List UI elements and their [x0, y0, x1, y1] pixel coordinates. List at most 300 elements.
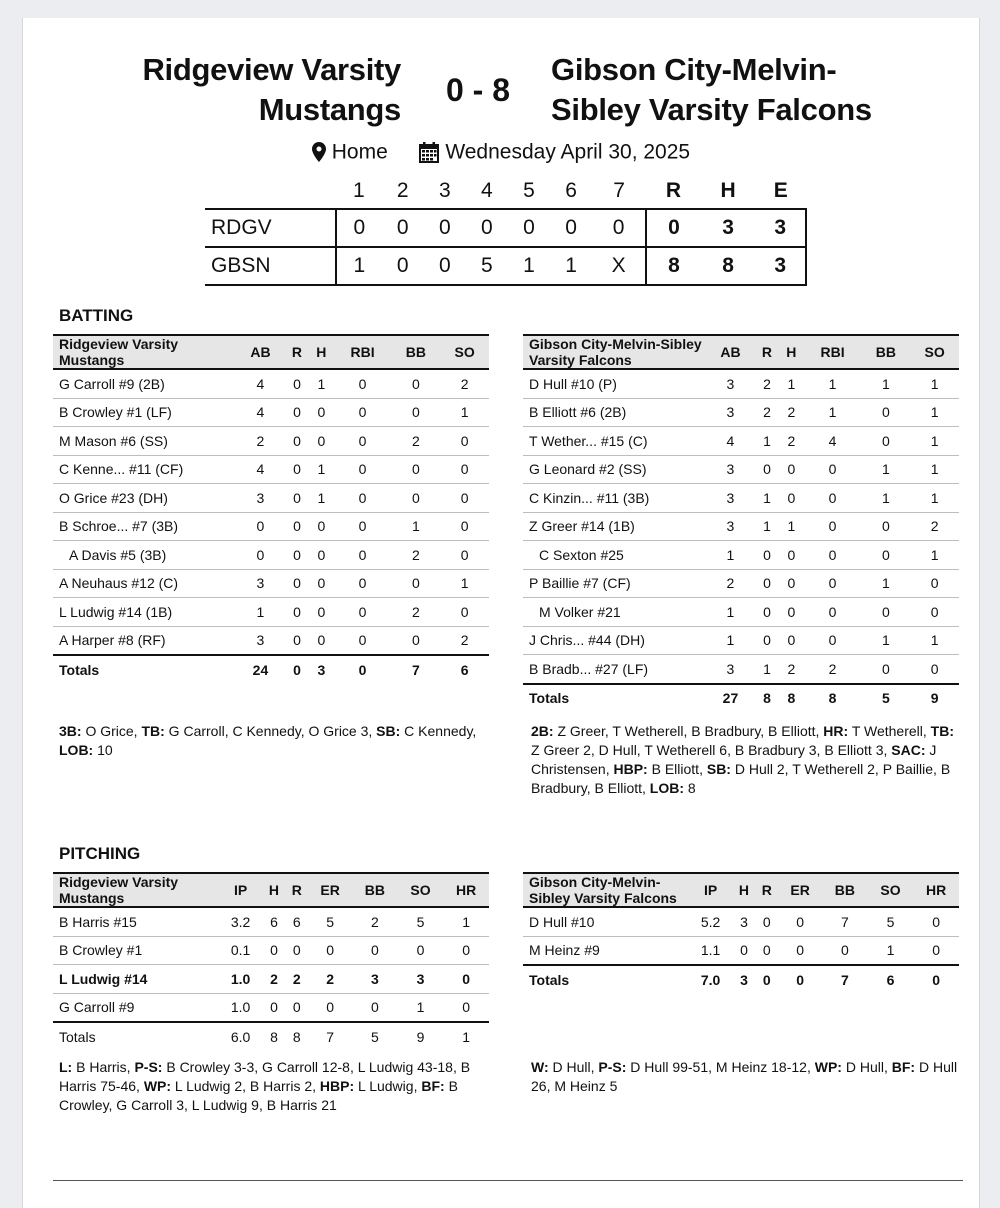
note-text: 10: [93, 742, 113, 758]
stat-cell: 0: [862, 512, 911, 541]
player-name: C Kenne... #11 (CF): [53, 455, 236, 484]
stat-column-header: SO: [910, 335, 959, 369]
note-label: WP:: [143, 1078, 172, 1094]
note-label: HR:: [823, 723, 849, 739]
totals-cell: 8: [779, 684, 803, 713]
table-row: [523, 541, 959, 570]
stat-cell: 0: [308, 993, 352, 1022]
stat-cell: 1: [910, 455, 959, 484]
table-row: [53, 626, 489, 655]
stat-column-header: H: [779, 335, 803, 369]
stat-cell: 3: [706, 484, 755, 513]
stat-cell: 0: [334, 484, 392, 513]
stat-cell: 0: [352, 993, 398, 1022]
table-row: [523, 936, 959, 965]
stat-cell: 0: [440, 598, 489, 627]
game-location: Home: [331, 140, 388, 164]
table-row: [53, 965, 489, 994]
stat-cell: 1: [910, 369, 959, 398]
totals-label: Totals: [53, 1022, 219, 1051]
stat-cell: 3: [706, 455, 755, 484]
inning-header: 3: [438, 179, 451, 202]
stat-cell: 1: [862, 484, 911, 513]
home-pitching-notes: [531, 1058, 961, 1096]
table-row: [523, 398, 959, 427]
stat-cell: 0: [804, 484, 862, 513]
note-text: Z Greer, T Wetherell, B Bradbury, B Elliott,: [553, 723, 824, 739]
inning-score: 0: [592, 209, 646, 247]
stat-cell: 0: [443, 965, 489, 994]
away-pitching-table: [53, 872, 489, 1051]
home-team-line-1: Gibson City-Melvin-: [551, 52, 837, 87]
totals-cell: 24: [236, 655, 285, 684]
totals-cell: 27: [706, 684, 755, 713]
stat-cell: 0: [285, 936, 308, 965]
stat-cell: 3: [706, 369, 755, 398]
note-label: TB:: [141, 723, 165, 739]
totals-cell: 7: [308, 1022, 352, 1051]
stat-cell: 0: [755, 541, 779, 570]
note-text: Z Greer 2, D Hull, T Wetherell 6, B Bradbury 3, B Elliott 3,: [531, 742, 892, 758]
stat-cell: 1: [755, 427, 779, 456]
stat-column-header: BB: [392, 335, 441, 369]
inning-score: 1: [550, 247, 592, 285]
table-row: [53, 398, 489, 427]
stat-cell: 0: [308, 936, 352, 965]
stat-cell: 0: [309, 512, 333, 541]
batting-title: BATTING: [59, 306, 134, 325]
inning-score: 0: [424, 247, 466, 285]
stat-cell: 0: [309, 427, 333, 456]
stat-cell: 2: [440, 626, 489, 655]
player-name: G Carroll #9: [53, 993, 219, 1022]
stat-column-header: BB: [352, 873, 398, 907]
stat-cell: 0: [779, 598, 803, 627]
table-row: [53, 569, 489, 598]
stat-cell: 1: [862, 455, 911, 484]
stat-cell: 2: [308, 965, 352, 994]
stat-cell: 1: [309, 484, 333, 513]
stat-cell: 1: [706, 598, 755, 627]
away-team-line-2: Mustangs: [258, 92, 401, 127]
stat-column-header: AB: [236, 335, 285, 369]
stat-column-header: H: [309, 335, 333, 369]
stat-cell: 1: [910, 427, 959, 456]
inning-header: 2: [396, 179, 409, 202]
divider: [53, 1180, 963, 1181]
stat-cell: 1: [779, 369, 803, 398]
inning-header: 5: [523, 179, 535, 202]
totals-cell: 6: [440, 655, 489, 684]
table-header-row: [523, 873, 959, 907]
stat-cell: 1: [862, 569, 911, 598]
note-label: TB:: [930, 723, 954, 739]
stat-cell: 0: [804, 512, 862, 541]
stat-cell: 0: [285, 993, 308, 1022]
stat-cell: 0.1: [219, 936, 263, 965]
player-name: C Sexton #25: [523, 541, 706, 570]
inning-score: 0: [466, 209, 508, 247]
stat-cell: 1: [236, 598, 285, 627]
note-label: W:: [531, 1059, 549, 1075]
stat-cell: 0: [334, 398, 392, 427]
stat-cell: 0: [309, 598, 333, 627]
table-row: [53, 484, 489, 513]
hits-header: H: [720, 179, 736, 202]
hits-value: 8: [701, 247, 756, 285]
stat-cell: 0: [755, 455, 779, 484]
table-row: [53, 427, 489, 456]
note-text: D Hull 26, M Heinz 5: [531, 1059, 958, 1094]
note-text: B Elliott,: [647, 761, 707, 777]
note-label: SB:: [376, 723, 401, 739]
player-name: D Hull #10 (P): [523, 369, 706, 398]
table-row: [523, 427, 959, 456]
stat-cell: 2: [236, 427, 285, 456]
totals-cell: 0: [755, 965, 778, 994]
totals-cell: 7: [822, 965, 868, 994]
stat-cell: 0: [804, 541, 862, 570]
table-row: [53, 369, 489, 398]
note-text: 8: [684, 780, 696, 796]
stat-cell: 0: [392, 369, 441, 398]
stat-column-header: R: [755, 335, 779, 369]
table-row: [523, 484, 959, 513]
player-name: M Volker #21: [523, 598, 706, 627]
stat-cell: 1: [868, 936, 914, 965]
player-name: C Kinzin... #11 (3B): [523, 484, 706, 513]
stat-cell: 0: [285, 569, 309, 598]
player-name: B Crowley #1: [53, 936, 219, 965]
stat-cell: 6: [263, 907, 286, 936]
stat-cell: 1: [779, 512, 803, 541]
stat-cell: 3: [706, 512, 755, 541]
stat-cell: 1: [440, 398, 489, 427]
table-row: [523, 569, 959, 598]
stat-column-header: SO: [440, 335, 489, 369]
stat-cell: 0: [443, 993, 489, 1022]
table-row: [523, 626, 959, 655]
totals-cell: 8: [755, 684, 779, 713]
table-header-row: [53, 873, 489, 907]
player-name: B Elliott #6 (2B): [523, 398, 706, 427]
stat-cell: 1: [910, 626, 959, 655]
stat-cell: 5: [868, 907, 914, 936]
stat-cell: 1: [910, 484, 959, 513]
stat-column-header: RBI: [804, 335, 862, 369]
stat-cell: 0: [440, 541, 489, 570]
stat-cell: 0: [285, 484, 309, 513]
stat-cell: 1: [443, 907, 489, 936]
stat-cell: 5.2: [689, 907, 733, 936]
stat-cell: 0: [285, 541, 309, 570]
note-label: 2B:: [531, 723, 554, 739]
note-label: SB:: [706, 761, 731, 777]
totals-cell: 0: [778, 965, 822, 994]
table-row: [53, 541, 489, 570]
inning-score: 0: [336, 209, 382, 247]
stat-cell: 4: [706, 427, 755, 456]
stat-cell: 3: [236, 484, 285, 513]
stat-cell: 0: [285, 455, 309, 484]
stat-column-header: R: [285, 335, 309, 369]
inning-score: 1: [336, 247, 382, 285]
stat-cell: 0: [862, 598, 911, 627]
stat-cell: 1: [309, 369, 333, 398]
runs-header: R: [665, 179, 682, 202]
stat-cell: 2: [263, 965, 286, 994]
totals-cell: 1: [443, 1022, 489, 1051]
inning-score: 5: [466, 247, 508, 285]
totals-label: Totals: [53, 655, 236, 684]
stat-cell: 1: [910, 398, 959, 427]
stat-cell: 3: [706, 655, 755, 684]
stat-cell: 3: [706, 398, 755, 427]
player-name: D Hull #10: [523, 907, 689, 936]
stat-cell: 0: [309, 398, 333, 427]
errors-value: 3: [755, 209, 806, 247]
stat-cell: 1.0: [219, 993, 263, 1022]
away-batting-table: [53, 334, 489, 684]
totals-cell: 9: [398, 1022, 444, 1051]
totals-cell: 6: [868, 965, 914, 994]
player-name: M Mason #6 (SS): [53, 427, 236, 456]
inning-score: 0: [382, 209, 424, 247]
stat-cell: 0: [778, 907, 822, 936]
player-name: A Neuhaus #12 (C): [53, 569, 236, 598]
stat-cell: 5: [308, 907, 352, 936]
note-text: B Crowley, G Carroll 3, L Ludwig 9, B Harris 21: [59, 1078, 458, 1113]
player-name: O Grice #23 (DH): [53, 484, 236, 513]
stat-cell: 0: [779, 484, 803, 513]
stat-cell: 1.1: [689, 936, 733, 965]
totals-label: Totals: [523, 965, 689, 994]
stat-cell: 1: [910, 541, 959, 570]
stat-cell: 0: [440, 484, 489, 513]
home-batting-table: [523, 334, 959, 712]
player-name: B Schroe... #7 (3B): [53, 512, 236, 541]
stat-cell: 0: [334, 598, 392, 627]
errors-value: 3: [755, 247, 806, 285]
stat-cell: 1: [862, 626, 911, 655]
totals-row: [523, 684, 959, 713]
totals-label: Totals: [523, 684, 706, 713]
stat-cell: 0: [309, 626, 333, 655]
stat-column-header: RBI: [334, 335, 392, 369]
stat-cell: 0: [285, 369, 309, 398]
note-text: B Harris,: [72, 1059, 135, 1075]
stat-cell: 2: [392, 427, 441, 456]
table-row: [523, 369, 959, 398]
linescore-row-away: [205, 209, 806, 247]
home-team-name: [551, 50, 872, 130]
totals-row: [53, 655, 489, 684]
inning-score: 0: [382, 247, 424, 285]
note-label: 3B:: [59, 723, 82, 739]
stat-column-header: SO: [868, 873, 914, 907]
totals-row: [53, 1022, 489, 1051]
runs-value: 0: [646, 209, 701, 247]
totals-cell: 0: [334, 655, 392, 684]
totals-cell: 0: [913, 965, 959, 994]
stat-cell: 0: [236, 541, 285, 570]
stat-cell: 4: [804, 427, 862, 456]
stat-cell: 0: [440, 427, 489, 456]
stat-column-header: H: [263, 873, 286, 907]
away-pitching-notes: [59, 1058, 489, 1115]
stat-cell: 0: [352, 936, 398, 965]
stat-cell: 0: [804, 455, 862, 484]
stat-cell: 2: [779, 398, 803, 427]
team-column-header: Gibson City-Melvin-Sibley Varsity Falcons: [523, 873, 689, 907]
stat-cell: 3.2: [219, 907, 263, 936]
note-label: HBP:: [319, 1078, 355, 1094]
stat-cell: 2: [440, 369, 489, 398]
stat-cell: 0: [334, 569, 392, 598]
stat-cell: 0: [334, 512, 392, 541]
stat-column-header: ER: [308, 873, 352, 907]
game-meta: [23, 140, 979, 164]
player-name: G Carroll #9 (2B): [53, 369, 236, 398]
inning-score: 0: [508, 209, 550, 247]
stat-cell: 0: [392, 569, 441, 598]
game-date: Wednesday April 30, 2025: [445, 140, 691, 164]
note-text: D Hull 99-51, M Heinz 18-12,: [626, 1059, 815, 1075]
note-label: BF:: [421, 1078, 445, 1094]
stat-cell: 0: [334, 626, 392, 655]
note-label: WP:: [814, 1059, 842, 1075]
inning-score: X: [592, 247, 646, 285]
game-header: [23, 50, 979, 130]
player-name: L Ludwig #14: [53, 965, 219, 994]
totals-cell: 9: [910, 684, 959, 713]
linescore-row-home: [205, 247, 806, 285]
player-name: P Baillie #7 (CF): [523, 569, 706, 598]
stat-cell: 1: [706, 626, 755, 655]
stat-column-header: R: [285, 873, 308, 907]
stat-cell: 0: [755, 626, 779, 655]
stat-cell: 2: [910, 512, 959, 541]
stat-cell: 0: [822, 936, 868, 965]
inning-header: 1: [353, 179, 365, 202]
stat-cell: 0: [398, 936, 444, 965]
stat-cell: 3: [236, 569, 285, 598]
stat-column-header: R: [755, 873, 778, 907]
stat-cell: 0: [392, 398, 441, 427]
stat-cell: 0: [910, 569, 959, 598]
stat-column-header: BB: [822, 873, 868, 907]
errors-header: E: [773, 179, 788, 202]
stat-column-header: HR: [443, 873, 489, 907]
stat-cell: 0: [862, 398, 911, 427]
linescore-team: GBSN: [205, 247, 336, 285]
stat-cell: 1: [755, 655, 779, 684]
player-name: B Harris #15: [53, 907, 219, 936]
stat-cell: 3: [352, 965, 398, 994]
player-name: B Bradb... #27 (LF): [523, 655, 706, 684]
stat-cell: 6: [285, 907, 308, 936]
totals-cell: 5: [862, 684, 911, 713]
note-label: P-S:: [134, 1059, 163, 1075]
stat-cell: 0: [733, 936, 756, 965]
stat-cell: 0: [913, 907, 959, 936]
stat-cell: 0: [910, 655, 959, 684]
stat-cell: 0: [285, 626, 309, 655]
player-name: A Davis #5 (3B): [53, 541, 236, 570]
stat-cell: 0: [755, 907, 778, 936]
stat-column-header: H: [733, 873, 756, 907]
linescore: [205, 174, 807, 286]
stat-cell: 1.0: [219, 965, 263, 994]
stat-cell: 1: [398, 993, 444, 1022]
stat-cell: 2: [392, 541, 441, 570]
note-text: D Hull,: [548, 1059, 599, 1075]
inning-header: 6: [565, 179, 577, 202]
note-text: T Wetherell,: [848, 723, 931, 739]
player-name: Z Greer #14 (1B): [523, 512, 706, 541]
stat-cell: 0: [779, 541, 803, 570]
inning-score: 1: [508, 247, 550, 285]
home-team-line-2: Sibley Varsity Falcons: [551, 92, 872, 127]
totals-cell: 8: [263, 1022, 286, 1051]
stat-column-header: AB: [706, 335, 755, 369]
stat-cell: 0: [263, 936, 286, 965]
home-batting-notes: [531, 722, 961, 798]
away-team-line-1: Ridgeview Varsity: [142, 52, 401, 87]
stat-cell: 2: [804, 655, 862, 684]
stat-cell: 0: [804, 626, 862, 655]
final-score: 0 - 8: [445, 72, 511, 108]
stat-column-header: BB: [862, 335, 911, 369]
stat-cell: 0: [334, 369, 392, 398]
stat-cell: 2: [779, 655, 803, 684]
note-text: C Kennedy,: [400, 723, 477, 739]
stat-cell: 0: [285, 512, 309, 541]
totals-cell: 8: [285, 1022, 308, 1051]
table-row: [53, 936, 489, 965]
stat-column-header: IP: [219, 873, 263, 907]
stat-cell: 0: [779, 569, 803, 598]
player-name: B Crowley #1 (LF): [53, 398, 236, 427]
stat-cell: 1: [392, 512, 441, 541]
note-label: BF:: [891, 1059, 916, 1075]
stat-cell: 0: [910, 598, 959, 627]
hits-value: 3: [701, 209, 756, 247]
table-header-row: [53, 335, 489, 369]
note-text: J Christensen,: [531, 742, 937, 777]
inning-score: 0: [550, 209, 592, 247]
stat-cell: 7: [822, 907, 868, 936]
stat-cell: 2: [755, 369, 779, 398]
stat-cell: 3: [398, 965, 444, 994]
stat-cell: 0: [755, 936, 778, 965]
totals-cell: 3: [733, 965, 756, 994]
stat-cell: 0: [309, 541, 333, 570]
team-column-header: Ridgeview Varsity Mustangs: [53, 335, 236, 369]
stat-cell: 0: [778, 936, 822, 965]
home-pitching-table: [523, 872, 959, 994]
stat-column-header: IP: [689, 873, 733, 907]
note-text: D Hull 2, T Wetherell 2, P Baillie, B Bradbury, B Elliott,: [531, 761, 951, 796]
stat-cell: 0: [392, 484, 441, 513]
stat-cell: 0: [440, 512, 489, 541]
map-pin-icon: [312, 142, 326, 162]
stat-cell: 0: [285, 598, 309, 627]
table-row: [523, 907, 959, 936]
stat-cell: 2: [285, 965, 308, 994]
note-label: P-S:: [598, 1059, 627, 1075]
table-row: [53, 455, 489, 484]
